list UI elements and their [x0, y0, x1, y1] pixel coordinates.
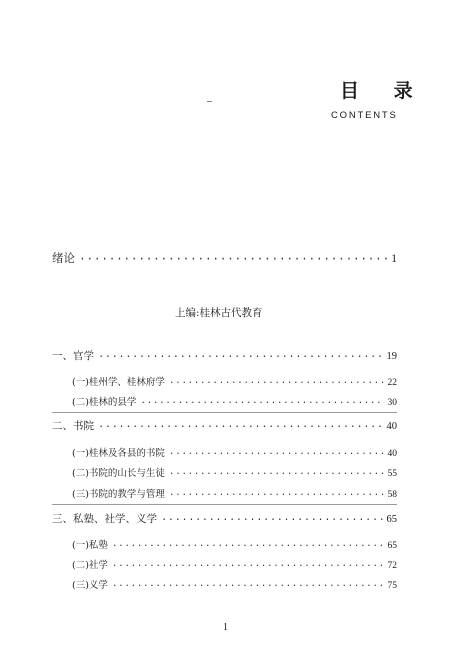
- page-title: 目 录: [340, 80, 427, 102]
- toc-entry-label: (一)桂州学、桂林府学: [72, 377, 165, 388]
- divider-line: [52, 504, 397, 505]
- toc-entry-label: 二、书院: [52, 420, 94, 432]
- toc-entry-page: 75: [387, 581, 397, 591]
- toc-entry-label: (二)桂林的县学: [72, 397, 137, 408]
- dot-leader: [98, 351, 383, 363]
- toc-entry-page: 30: [387, 398, 397, 408]
- toc-entry-label: (三)义学: [72, 580, 108, 591]
- toc-entry-page: 65: [386, 514, 397, 525]
- toc-entry-section-3-2: [72, 557, 397, 571]
- toc-entry-page: 40: [386, 421, 397, 432]
- dot-leader: [169, 448, 384, 459]
- toc-entry-section-3: [52, 511, 397, 526]
- toc-entry-label: 绪论: [52, 251, 75, 265]
- toc-entry-section-2-2: [72, 465, 397, 479]
- toc-entry-section-2: [52, 418, 397, 433]
- part-heading: 上编:桂林古代教育: [175, 307, 263, 319]
- toc-entry-intro: [52, 250, 397, 266]
- dot-leader: [161, 514, 383, 526]
- toc-entry-page: 58: [387, 490, 397, 500]
- toc-entry-section-3-1: [72, 537, 397, 551]
- toc-entry-label: (一)私塾: [72, 540, 108, 551]
- dot-leader: [169, 377, 384, 388]
- toc-entry-label: 一、官学: [52, 350, 94, 362]
- toc-entry-page: 19: [386, 351, 397, 362]
- toc-entry-section-2-1: [72, 445, 397, 459]
- dot-leader: [140, 397, 383, 408]
- divider-line: [52, 412, 397, 413]
- toc-entry-page: 55: [387, 469, 397, 479]
- dot-leader: [112, 560, 384, 571]
- dot-leader: [112, 540, 384, 551]
- toc-entry-label: (二)社学: [72, 560, 108, 571]
- toc-entry-label: (一)桂林及各县的书院: [72, 448, 165, 459]
- page-subtitle: CONTENTS: [331, 110, 398, 121]
- toc-entry-section-3-3: [72, 577, 397, 591]
- toc-entry-section-2-3: [72, 486, 397, 500]
- scan-speck: [207, 101, 212, 102]
- dot-leader: [169, 468, 384, 479]
- toc-entry-section-1-1: [72, 374, 397, 388]
- toc-entry-label: (二)书院的山长与生徒: [72, 468, 165, 479]
- toc-entry-label: (三)书院的教学与管理: [72, 489, 165, 500]
- toc-entry-page: 65: [387, 541, 397, 551]
- dot-leader: [79, 253, 387, 266]
- toc-entry-section-1: [52, 348, 397, 363]
- toc-entry-page: 1: [391, 253, 397, 265]
- toc-entry-page: 22: [387, 378, 397, 388]
- toc-entry-label: 三、私塾、社学、义学: [52, 513, 157, 525]
- dot-leader: [112, 580, 384, 591]
- dot-leader: [169, 489, 384, 500]
- page-number: 1: [223, 622, 228, 633]
- toc-entry-page: 40: [387, 449, 397, 459]
- toc-entry-page: 72: [387, 561, 397, 571]
- toc-entry-section-1-2: [72, 394, 397, 408]
- dot-leader: [98, 421, 383, 433]
